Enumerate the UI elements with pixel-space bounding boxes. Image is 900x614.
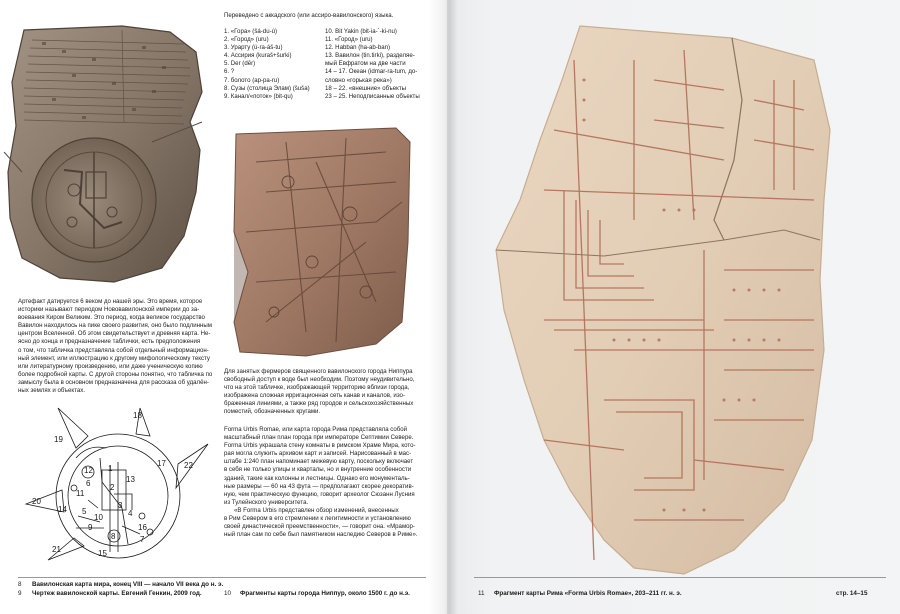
caption-8 — [18, 580, 223, 589]
text-line: масштабный план план города при императоре Септимии Севере. — [224, 434, 414, 442]
diagram-label: 20 — [32, 497, 41, 506]
legend-item: 2. «Город» (uru) — [224, 36, 269, 44]
text-line: в Рим Севером в его стремлении к легитимности и установлению — [224, 515, 411, 523]
legend-item: 12. Habban (ha-ab-ban) — [325, 44, 391, 52]
text-line: браженная линиями, а также ряд городов и сельскохозяйственных — [224, 400, 414, 408]
text-line: в себя не только улицы и кварталы, но и внутренние особенности — [224, 466, 412, 474]
text-line: «В Forma Urbis представлен обзор изменений, внесенных — [234, 506, 399, 514]
legend-item: 18 – 22. «внешние» объекты — [325, 84, 407, 92]
artifact-description — [18, 298, 223, 395]
legend-left — [224, 28, 310, 101]
nippur-map-tablet-photo — [226, 122, 412, 360]
text-line: из Тулейнского университета. — [224, 498, 309, 506]
text-line: изображена сложная ирригационная сеть канав и каналов, изо- — [224, 392, 405, 400]
caption-number: 11 — [478, 590, 485, 597]
caption-9 — [18, 589, 202, 598]
text-line: поместий, обозначенных кругами. — [224, 408, 321, 416]
page-number — [836, 589, 867, 598]
diagram-label: 12 — [84, 466, 93, 475]
legend-item: 9. Канал/«поток» (bit-qu) — [224, 92, 293, 100]
translation-note: Переведено с аккадского (или ассиро-вавилонского) языка. — [224, 12, 394, 19]
diagram-label: 15 — [98, 549, 107, 558]
text-line: Вавилон находилось на пике своего развития, оно было подлинным — [18, 322, 212, 330]
text-line: зданий, такие как колонны и лестницы. Однако его монументаль- — [224, 474, 410, 482]
text-line: ный план сам по себе был памятником наследию Северов в Риме». — [224, 531, 418, 539]
caption-text: Фрагменты карты города Ниппур, около 1500 г. до н.э. — [240, 590, 410, 597]
caption-text: Вавилонская карта мира, конец VIII — начало VII века до н. э. — [32, 581, 224, 588]
diagram-label: 21 — [52, 545, 61, 554]
caption-rule — [18, 577, 426, 578]
caption-number: 9 — [18, 590, 22, 597]
text-line: замыслу была в основном предназначена для рассказа об удалён- — [18, 378, 209, 386]
diagram-label: 5 — [82, 507, 87, 516]
text-line: что на этой табличке, изображающей территорию вблизи города, — [224, 384, 410, 392]
text-line: Forma Urbis украшала стену комнаты в римском Храме Мира, кото- — [224, 442, 416, 450]
diagram-label-layer — [18, 404, 218, 568]
diagram-label: 13 — [126, 475, 135, 484]
text-line: Для занятых фермеров священного вавилонского города Ниппура — [224, 368, 413, 375]
text-line: воевания Киром Великим. Это период, когда великое государство — [18, 314, 205, 322]
diagram-label: 7 — [140, 535, 145, 544]
text-line: своей династической преемственности», — говорит она. «Мрамор- — [224, 523, 415, 531]
text-line: Артефакт датируется 6 веком до нашей эры. Это время, которое — [18, 298, 203, 305]
text-line: или литературному произведению, или даже ученическую копию — [18, 362, 203, 370]
legend-item: мый Евфратом на две части — [325, 60, 406, 68]
legend-item: 11. «Город» (uru) — [325, 36, 373, 44]
text-line: ную, чем практическую функцию, говорит археолог Сюзанн Лусния — [224, 490, 415, 498]
caption-10 — [224, 589, 410, 598]
legend-item: 13. Вавилон (tin.tirki), разделяе- — [325, 52, 415, 60]
text-line: ных землях и объектах. — [18, 387, 85, 395]
diagram-label: 18 — [133, 411, 142, 420]
forma-urbis-marble-fragment — [484, 20, 846, 580]
diagram-label: 4 — [128, 509, 133, 518]
text-line: более подробной карты. С другой стороны понятно, что табличка по — [18, 370, 213, 378]
diagram-label: 1 — [108, 464, 113, 473]
legend-item: 6. ? — [224, 68, 235, 76]
text-line: историки называют периодом Нововавилонской империи до за- — [18, 306, 200, 314]
caption-number: 10 — [224, 590, 232, 597]
legend-item: 4. Ассирия (kuraš+šurki) — [224, 52, 292, 60]
text-line: центром Вселенной. Об этом свидетельствует и древняя карта. Не- — [18, 330, 211, 338]
diagram-label: 11 — [76, 489, 85, 498]
diagram-label: 3 — [118, 501, 123, 510]
legend-item: 1. «Гора» (šá-du-ú) — [224, 28, 278, 35]
caption-number: 8 — [18, 581, 22, 588]
diagram-label: 22 — [184, 461, 193, 470]
caption-text: Фрагмент карты Рима «Forma Urbis Romae», 203–211 гг. н. э. — [494, 590, 682, 597]
legend-item: 23 – 25. Неподписанные объекты — [325, 92, 420, 100]
legend-item: 10. Bit Yakin (bit-ia-´-ki-nu) — [325, 28, 397, 35]
legend-item: 3. Урарту (ú-ra-áš-tu) — [224, 44, 283, 52]
babylonian-map-tablet-photo — [2, 22, 212, 284]
diagram-label: 9 — [88, 523, 93, 532]
legend-item: 7. болото (ap-pa-ru) — [224, 76, 280, 84]
diagram-label: 2 — [110, 483, 115, 492]
nippur-description — [224, 368, 434, 417]
diagram-label: 8 — [111, 532, 116, 541]
legend-item: 14 – 17. Океан (idmar-ra-tum, до- — [325, 68, 418, 76]
forma-urbis-description — [224, 426, 434, 539]
text-line: штабе 1:240 план напоминает межевую карту, поскольку включает — [224, 458, 414, 466]
diagram-label: 10 — [94, 513, 103, 522]
legend-item: словно «горькая река») — [325, 76, 392, 84]
diagram-label: 6 — [86, 479, 91, 488]
text-line: ные размеры — 60 на 43 фута — предполагают скорее декоратив- — [224, 482, 414, 490]
text-line: ный элемент, или иллюстрацию к другому мифологическому тексту — [18, 354, 210, 362]
text-line: рая могла служить архивом карт и записей. Нарисованный в мас- — [224, 450, 412, 458]
legend-item: 5. Der (dēr) — [224, 60, 256, 68]
caption-text: Чертеж вавилонской карты. Евгений Генкин, 2009 год. — [32, 590, 202, 597]
diagram-label: 19 — [54, 435, 63, 444]
text-line: о том, что табличка представляла собой отдельный информацион- — [18, 346, 209, 354]
legend-right — [325, 28, 420, 101]
text-line: ясно до конца и предназначение таблички, есть предположения — [18, 338, 201, 346]
caption-11 — [478, 589, 682, 598]
page-number-text: стр. 14–15 — [836, 590, 868, 597]
caption-rule — [474, 577, 886, 578]
text-line: Forma Urbis Romae, или карта города Рима представляла собой — [224, 426, 408, 433]
diagram-label: 14 — [58, 505, 67, 514]
text-line: свободный доступ к воде был необходим. Поэтому неудивительно, — [224, 376, 415, 384]
legend-item: 8. Сузы (столица Элам) (šuša) — [224, 84, 310, 92]
diagram-label: 17 — [157, 459, 166, 468]
diagram-label: 16 — [138, 523, 147, 532]
